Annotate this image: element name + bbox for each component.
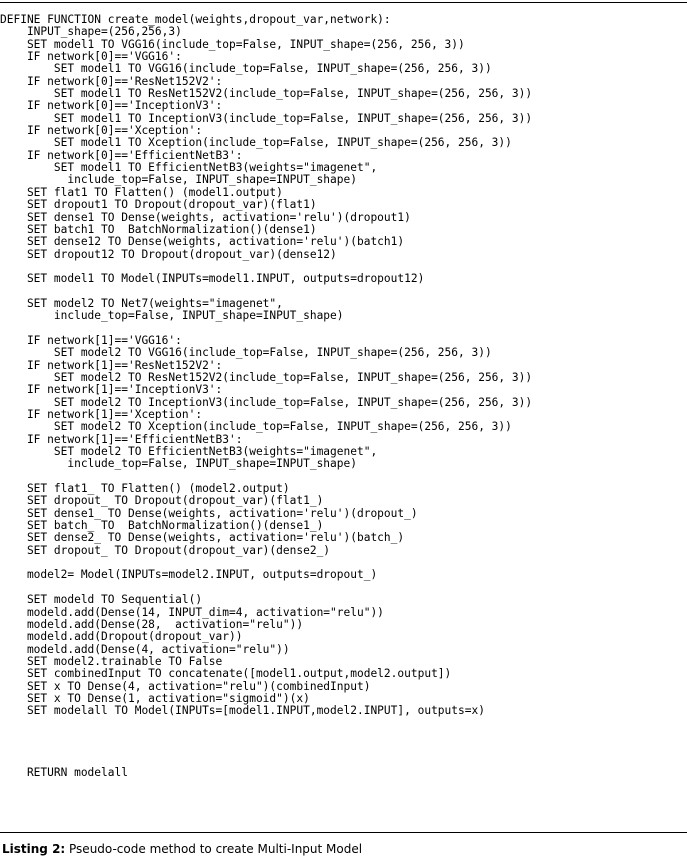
code-line [0,718,687,730]
code-line: IF network[0]=='Xception': [0,124,203,138]
code-line [0,730,687,742]
code-line: modeld.add(Dense(4, activation="relu")) [0,642,290,656]
code-line: SET model2 TO ResNet152V2(include_top=False, INPUT_shape=(256, 256, 3)) [0,370,533,384]
code-line: SET model1 TO Model(INPUTs=model1.INPUT, outputs=dropout12) [0,272,425,286]
code-line: SET dropout1 TO Dropout(dropout_var)(flat1) [0,198,317,212]
code-line: SET batch1 TO BatchNormalization()(dense1) [0,222,317,236]
code-line: SET model1 TO VGG16(include_top=False, INPUT_shape=(256, 256, 3)) [0,37,465,51]
code-line: SET batch_ TO BatchNormalization()(dense1_) [0,519,324,533]
code-line: IF network[0]=='InceptionV3': [0,99,223,113]
code-line: modeld.add(Dense(28, activation="relu")) [0,617,304,631]
code-line: IF network[1]=='Xception': [0,408,203,421]
code-line: IF network[0]=='EfficientNetB3': [0,148,243,162]
code-line: SET flat1_ TO Flatten() (model2.output) [0,482,290,496]
code-line: RETURN modelall [0,765,128,779]
code-line: SET model2 TO Xception(include_top=False, INPUT_shape=(256, 256, 3)) [0,420,512,434]
code-line: include_top=False, INPUT_shape=INPUT_shape) [0,457,357,471]
code-line: SET model2 TO Net7(weights="imagenet", [0,296,283,310]
code-line: SET dense2_ TO Dense(weights, activation='relu')(batch_) [0,531,405,545]
code-line: modeld.add(Dense(14, INPUT_dim=4, activation="relu")) [0,605,384,619]
code-line: SET dropout_ TO Dropout(dropout_var)(dense2_) [0,543,331,557]
code-line: DEFINE FUNCTION create_model(weights,dropout_var,network): [0,13,391,26]
code-line: include_top=False, INPUT_shape=INPUT_shape) [0,173,357,187]
code-line: SET model1 TO EfficientNetB3(weights="imagenet", [0,161,378,175]
caption-text: Pseudo-code method to create Multi-Input Model [65,842,363,856]
code-line [0,742,687,754]
code-line: IF network[1]=='ResNet152V2': [0,358,223,372]
code-line: SET model1 TO Xception(include_top=False, INPUT_shape=(256, 256, 3)) [0,136,512,150]
code-line: SET dense1 TO Dense(weights, activation='relu')(dropout1) [0,210,411,224]
code-line: SET dropout12 TO Dropout(dropout_var)(dense12) [0,247,337,261]
code-line: IF network[1]=='VGG16': [0,333,182,347]
code-line: SET model2 TO EfficientNetB3(weights="imagenet", [0,445,378,459]
code-line: SET modelall TO Model(INPUTs=[model1.INPUT,model2.INPUT], outputs=x) [0,704,485,718]
listing-caption [2,842,362,856]
code-line: SET x TO Dense(1, activation="sigmoid")(x) [0,691,310,705]
code-line: SET model1 TO InceptionV3(include_top=False, INPUT_shape=(256, 256, 3)) [0,111,533,125]
code-line: include_top=False, INPUT_shape=INPUT_shape) [0,309,344,323]
code-line: SET dense12 TO Dense(weights, activation='relu')(batch1) [0,235,405,249]
bottom-rule [0,832,687,833]
code-line: IF network[0]=='ResNet152V2': [0,74,223,88]
code-line: SET model1 TO ResNet152V2(include_top=False, INPUT_shape=(256, 256, 3)) [0,87,533,101]
code-listing [0,14,687,779]
code-line: SET x TO Dense(4, activation="relu")(combinedInput) [0,679,371,693]
code-line: INPUT_shape=(256,256,3) [0,25,182,39]
code-line: modeld.add(Dropout(dropout_var)) [0,630,243,644]
code-line: SET model2 TO VGG16(include_top=False, INPUT_shape=(256, 256, 3)) [0,346,492,360]
caption-label: Listing 2: [2,842,66,856]
top-rule [0,2,687,3]
code-line: SET modeld TO Sequential() [0,593,203,607]
code-line: SET model2.trainable TO False [0,654,223,668]
code-line: SET flat1 TO Flatten() (model1.output) [0,185,283,199]
code-line: model2= Model(INPUTs=model2.INPUT, outputs=dropout_) [0,568,378,582]
code-line: SET model1 TO VGG16(include_top=False, INPUT_shape=(256, 256, 3)) [0,62,492,76]
code-line: SET combinedInput TO concatenate([model1.output,model2.output]) [0,667,452,681]
code-line: IF network[0]=='VGG16': [0,50,182,64]
code-line: SET dropout_ TO Dropout(dropout_var)(flat1_) [0,494,324,508]
code-line: SET dense1_ TO Dense(weights, activation='relu')(dropout_) [0,506,418,520]
code-line: IF network[1]=='EfficientNetB3': [0,432,243,446]
code-line: SET model2 TO InceptionV3(include_top=False, INPUT_shape=(256, 256, 3)) [0,395,533,409]
code-line: IF network[1]=='InceptionV3': [0,383,223,397]
